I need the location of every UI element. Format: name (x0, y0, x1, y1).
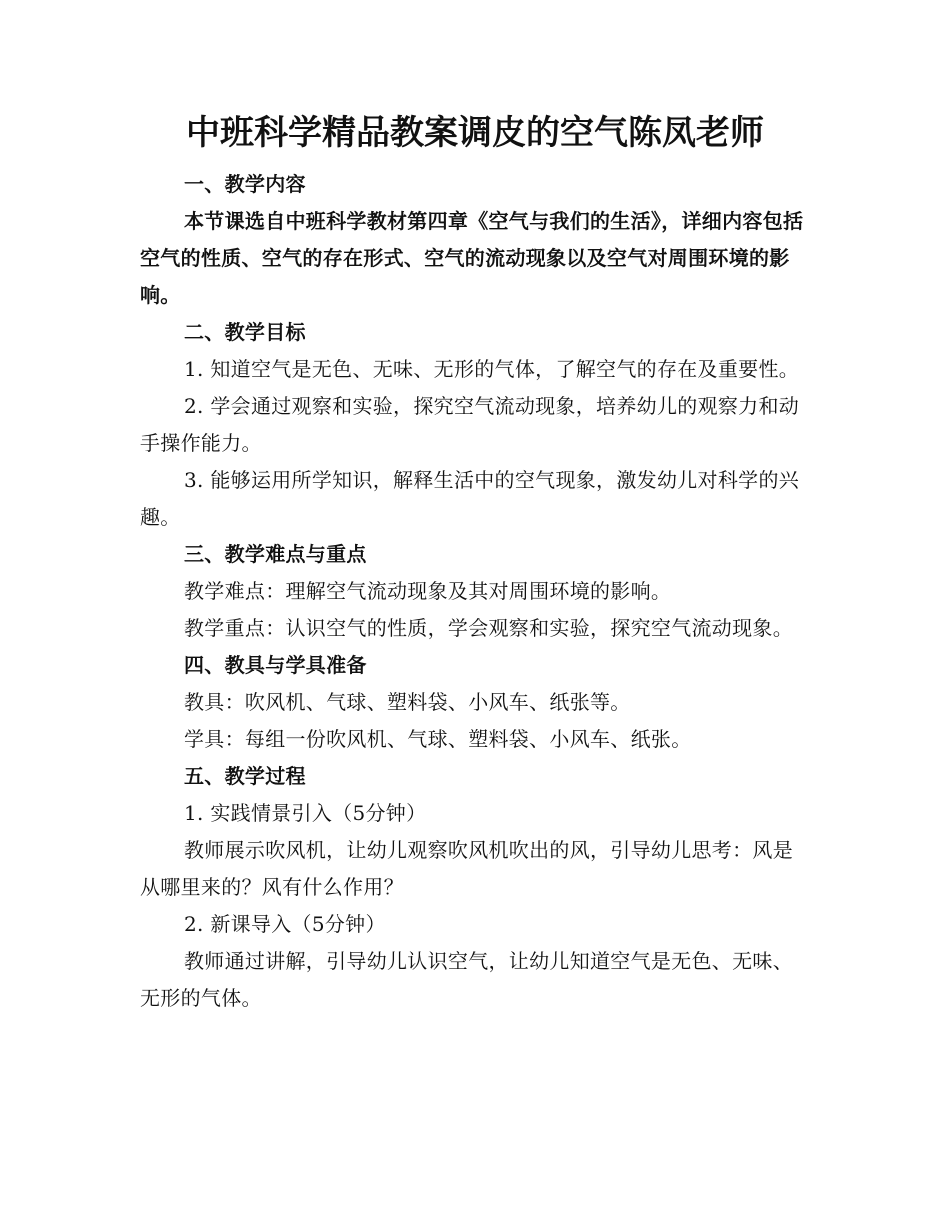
section-heading-process: 五、教学过程 (184, 764, 306, 788)
process-step-1: 1. 实践情景引入（5分钟） (184, 801, 427, 825)
section-heading-goals: 二、教学目标 (184, 320, 306, 344)
process-step-2-description: 教师通过讲解，引导幼儿认识空气，让幼儿知道空气是无色、无味、无形的气体。 (140, 949, 793, 1010)
teacher-materials-paragraph: 教具：吹风机、气球、塑料袋、小风车、纸张等。 (184, 690, 631, 714)
difficulty-paragraph: 教学难点：理解空气流动现象及其对周围环境的影响。 (184, 579, 672, 603)
focus-paragraph: 教学重点：认识空气的性质，学会观察和实验，探究空气流动现象。 (184, 616, 793, 640)
document-body (140, 166, 805, 1017)
section-heading-content: 一、教学内容 (184, 172, 306, 196)
goal-item-3: 3. 能够运用所学知识，解释生活中的空气现象，激发幼儿对科学的兴趣。 (140, 468, 800, 529)
document-title: 中班科学精品教案调皮的空气陈凤老师 (186, 113, 764, 153)
process-step-1-description: 教师展示吹风机，让幼儿观察吹风机吹出的风，引导幼儿思考：风是从哪里来的？风有什么作用？ (140, 838, 793, 899)
section-heading-key-points: 三、教学难点与重点 (184, 542, 367, 566)
process-step-2: 2. 新课导入（5分钟） (184, 912, 386, 936)
section-heading-materials: 四、教具与学具准备 (184, 653, 367, 677)
content-paragraph: 本节课选自中班科学教材第四章《空气与我们的生活》，详细内容包括空气的性质、空气的存在形式、空气的流动现象以及空气对周围环境的影响。 (140, 209, 804, 307)
goal-item-1: 1. 知道空气是无色、无味、无形的气体，了解空气的存在及重要性。 (184, 357, 800, 381)
student-materials-paragraph: 学具：每组一份吹风机、气球、塑料袋、小风车、纸张。 (184, 727, 692, 751)
goal-item-2: 2. 学会通过观察和实验，探究空气流动现象，培养幼儿的观察力和动手操作能力。 (140, 394, 800, 455)
